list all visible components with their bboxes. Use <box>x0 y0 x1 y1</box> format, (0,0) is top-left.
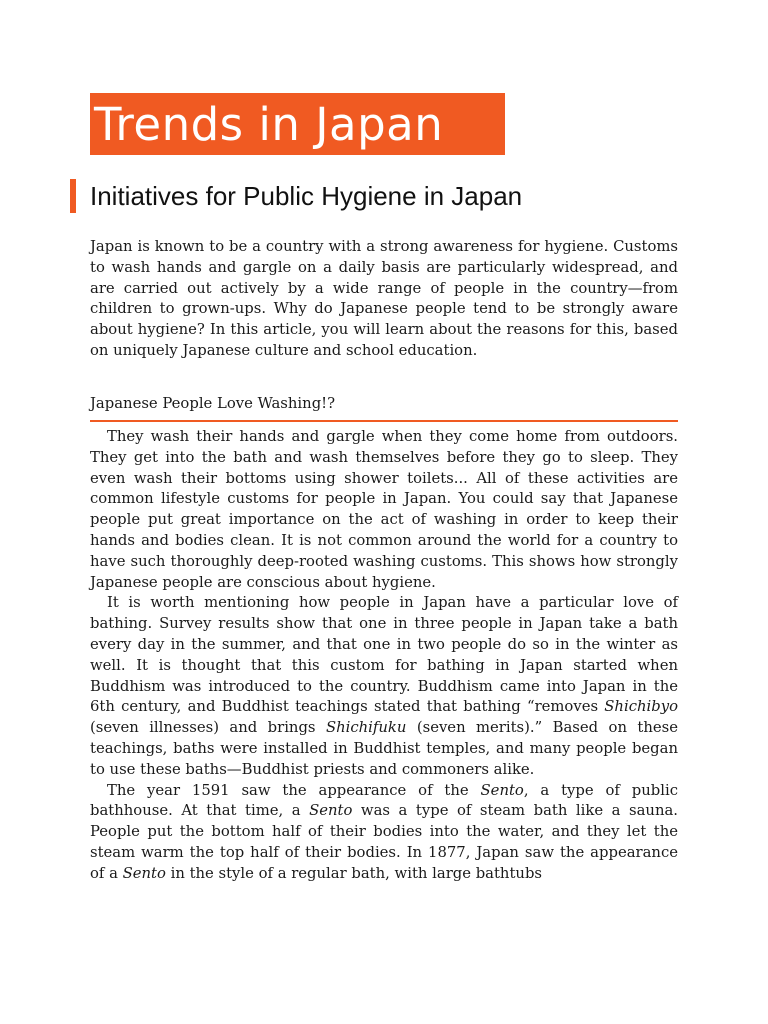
paragraph-text: in the style of a regular bath, with large bathtubs <box>165 864 543 882</box>
paragraph-text: , a type of public bathhouse. At that time, a <box>90 781 678 820</box>
paragraph-text: It is worth mentioning how people in Japan have a particular love of bathing. Survey results show that one in three people in Japan take a bath every day in the summer, and that one in two people do so in the winter as well. It is thought that this custom for bathing in Japan started when Buddhism was introduced to the country. Buddhism came into Japan in the 6th century, and Buddhist teachings stated that bathing “removes <box>90 594 678 716</box>
term-sento: Sento <box>480 781 524 799</box>
intro-paragraph <box>90 237 678 362</box>
article-title: Initiatives for Public Hygiene in Japan <box>90 181 523 211</box>
paragraph-text: (seven merits).” Based on these teachings, baths were installed in Buddhist temples, and many people began to use these baths—Buddhist priests and commoners alike. <box>90 719 678 778</box>
paragraph-text: The year 1591 saw the appearance of the <box>107 781 481 799</box>
section-divider <box>90 420 678 422</box>
term-shichibyo: Shichibyo <box>604 698 678 716</box>
term-shichifuku: Shichifuku <box>325 719 407 737</box>
paragraph-bathing-history <box>90 593 678 780</box>
section-heading: Japanese People Love Washing!? <box>90 395 336 412</box>
paragraph-sento-history <box>90 781 678 885</box>
paragraph-washing-customs: They wash their hands and gargle when they come home from outdoors. They get into the bath and wash themselves before they go to sleep. They even wash their bottoms using shower toilets... All of these activities are common lifestyle customs for people in Japan. You could say that Japanese people put great importance on the act of washing in order to keep their hands and bodies clean. It is not common around the world for a country to have such thoroughly deep-rooted washing customs. This shows how strongly Japanese people are conscious about hygiene. <box>90 428 678 591</box>
term-sento: Sento <box>122 864 166 882</box>
banner-title: Trends in Japan <box>94 98 444 151</box>
trends-in-japan-banner <box>90 93 505 155</box>
paragraph-text: was a type of steam bath like a sauna. People put the bottom half of their bodies into the water, and they let the steam warm the top half of their bodies. In 1877, Japan saw the appearance of a <box>90 802 678 882</box>
title-accent-bar <box>70 179 76 213</box>
paragraph-text: (seven illnesses) and brings <box>90 719 326 737</box>
article-body <box>90 427 678 885</box>
intro-text: Japan is known to be a country with a strong awareness for hygiene. Customs to wash hands and gargle on a daily basis are particularly widespread, and are carried out actively by a wide range of people in the country—from children to grown-ups. Why do Japanese people tend to be strongly aware about hygiene? In this article, you will learn about the reasons for this, based on uniquely Japanese culture and school education. <box>90 238 678 359</box>
term-sento: Sento <box>309 802 353 820</box>
